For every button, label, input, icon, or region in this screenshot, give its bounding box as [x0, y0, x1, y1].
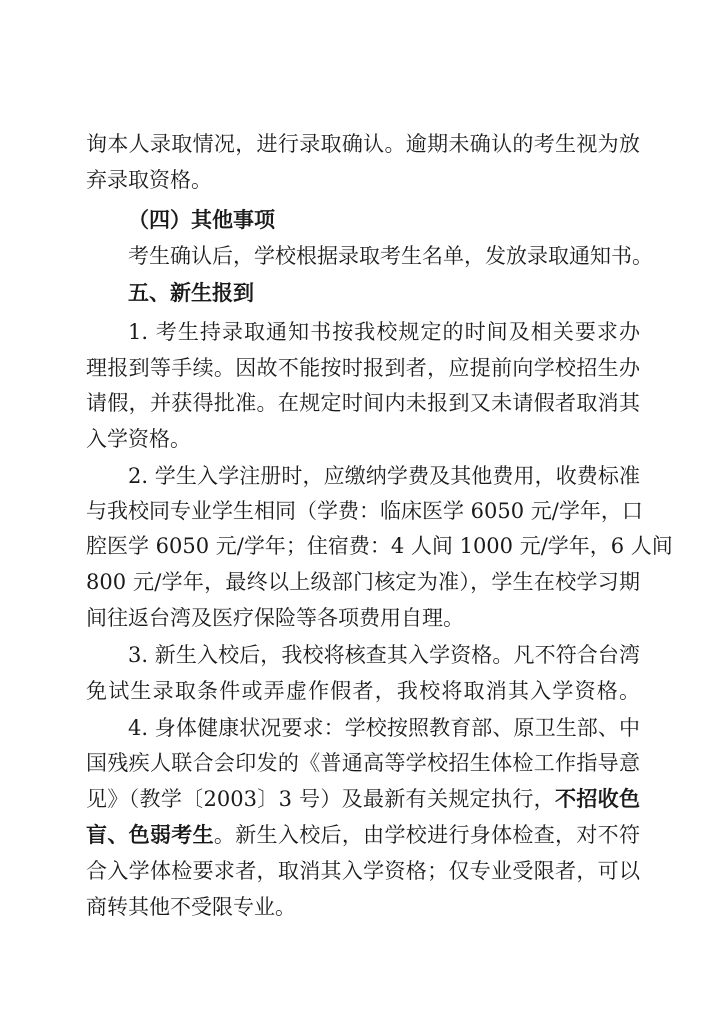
paragraph-line: 请假，并获得批准。在规定时间内未报到又未请假者取消其 [86, 391, 640, 415]
paragraph-line: 合入学体检要求者，取消其入学资格；仅专业受限者，可以 [86, 859, 640, 883]
paragraph-line: 询本人录取情况，进行录取确认。逾期未确认的考生视为放 [86, 132, 640, 156]
section-heading-registration: 五、新生报到 [128, 280, 254, 305]
section-heading-other-matters: （四）其他事项 [128, 207, 275, 232]
paragraph-line: 考生确认后，学校根据录取考生名单，发放录取通知书。 [128, 244, 653, 268]
paragraph-line: 1. 考生持录取通知书按我校规定的时间及相关要求办 [128, 320, 640, 344]
text-run: 。新生入校后，由学校进行身体检查，对不符 [213, 823, 641, 847]
bold-text-run: 盲、色弱考生 [86, 822, 214, 847]
text-run: 见》（教学〔2003〕3 号）及最新有关规定执行， [86, 787, 555, 811]
paragraph-line: 与我校同专业学生相同（学费：临床医学 6050 元/学年，口 [86, 499, 643, 523]
paragraph-line: 免试生录取条件或弄虚作假者，我校将取消其入学资格。 [86, 679, 640, 703]
paragraph-line: 国残疾人联合会印发的《普通高等学校招生体检工作指导意 [86, 751, 640, 775]
paragraph-line-mixed [86, 785, 640, 813]
paragraph-line: 弃录取资格。 [86, 168, 212, 192]
paragraph-line: 腔医学 6050 元/学年；住宿费：4 人间 1000 元/学年，6 人间 [86, 534, 673, 558]
paragraph-line-mixed [86, 821, 640, 849]
paragraph-line: 4. 身体健康状况要求：学校按照教育部、原卫生部、中 [128, 716, 640, 740]
paragraph-line: 理报到等手续。因故不能按时报到者，应提前向学校招生办 [86, 356, 640, 380]
paragraph-line: 商转其他不受限专业。 [86, 895, 296, 919]
paragraph-line: 入学资格。 [86, 427, 191, 451]
paragraph-line: 3. 新生入校后，我校将核查其入学资格。凡不符合台湾 [128, 643, 640, 667]
paragraph-line: 2. 学生入学注册时，应缴纳学费及其他费用，收费标准 [128, 464, 640, 488]
paragraph-line: 间往返台湾及医疗保险等各项费用自理。 [86, 606, 464, 630]
paragraph-line: 800 元/学年，最终以上级部门核定为准），学生在校学习期 [86, 570, 640, 594]
bold-text-run: 不招收色 [555, 786, 641, 811]
